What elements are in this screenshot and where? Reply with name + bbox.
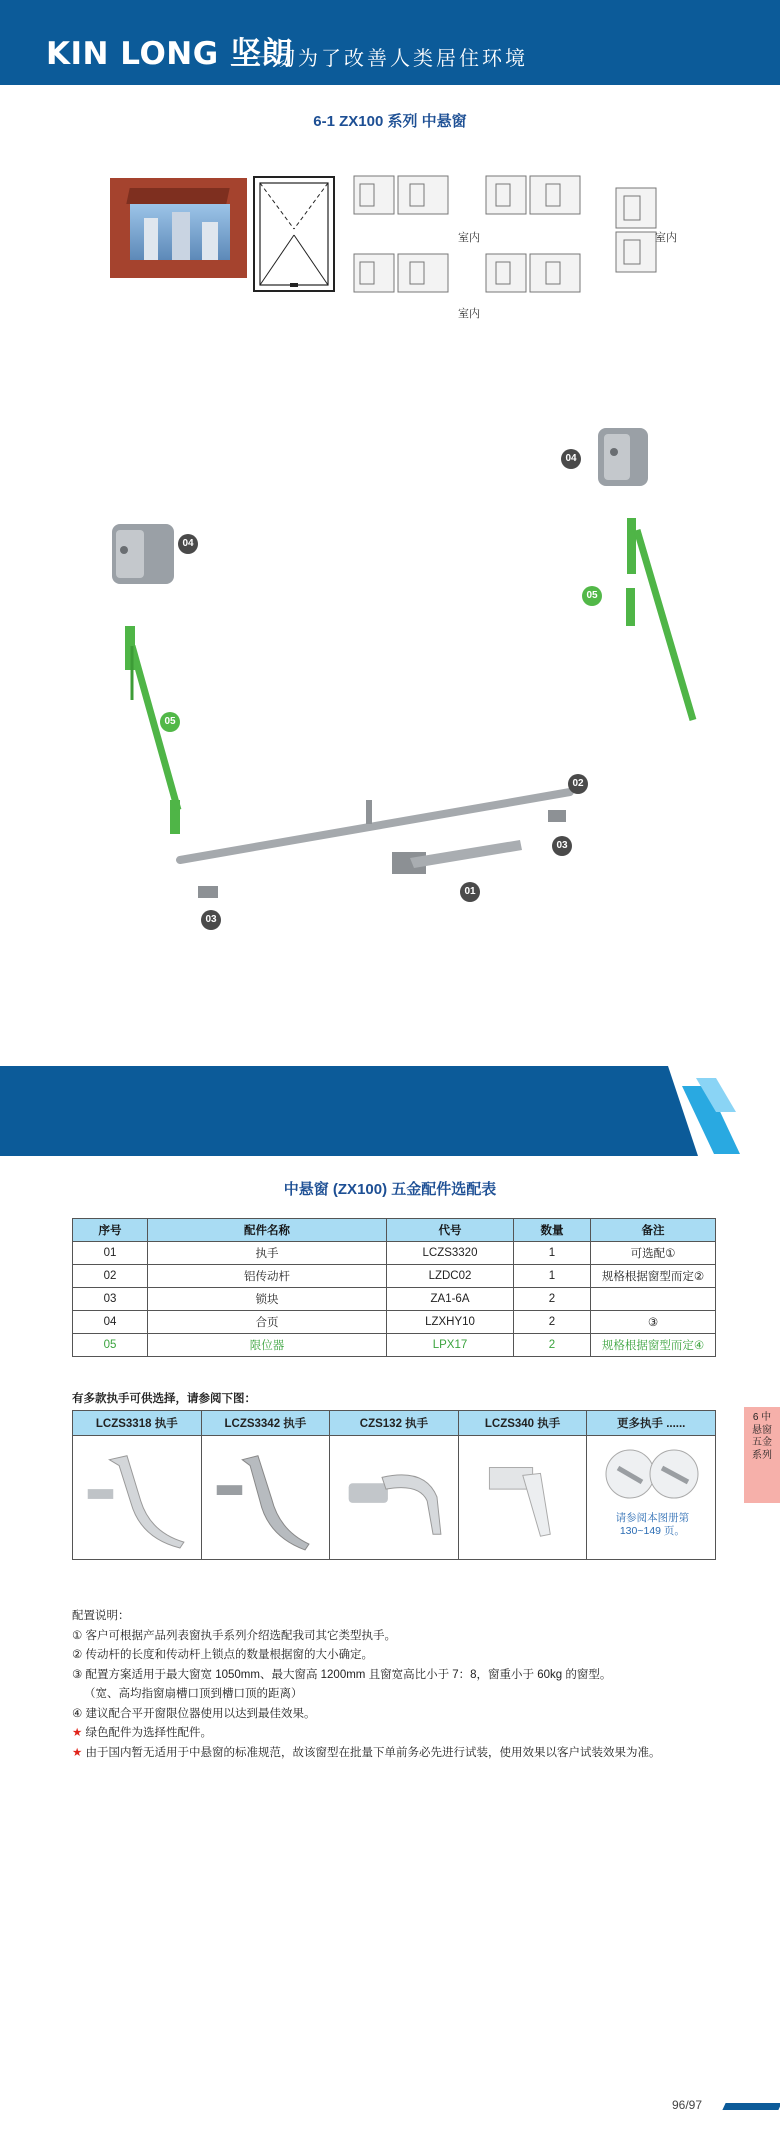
table-header: 数量: [514, 1219, 591, 1242]
indoor-label: 室内: [458, 308, 480, 320]
callout-03: 03: [201, 910, 221, 930]
lock-block: [548, 810, 566, 822]
handle: [392, 840, 522, 874]
notes-title: 配置说明：: [72, 1610, 130, 1622]
note-item: ④ 建议配合平开窗限位器使用以达到最佳效果。: [72, 1707, 316, 1720]
note-star-item: ★ 由于国内暂无适用于中悬窗的标准规范，故该窗型在批量下单前务必先进行试装，使用效果以客户试装效果为准。: [72, 1746, 661, 1759]
handle-images-row: [73, 1436, 716, 1560]
table-title: 中悬窗 (ZX100) 五金配件选配表: [283, 1181, 497, 1198]
handle-header: LCZS3318 执手: [73, 1411, 202, 1436]
table-header-row: [73, 1411, 716, 1436]
parts-table: [72, 1218, 716, 1357]
handle-catalog-thumbnails: [602, 1448, 702, 1500]
hinge-right: [598, 428, 648, 486]
table-header: 备注: [591, 1219, 716, 1242]
table-row: 02 铝传动杆 LZDC02 1 规格根据窗型而定②: [73, 1265, 716, 1288]
handle-image: [331, 1437, 457, 1553]
callout-04: 04: [178, 534, 198, 554]
note-star-item: ★ 绿色配件为选择性配件。: [72, 1727, 213, 1739]
callout-03: 03: [552, 836, 572, 856]
lock-block: [198, 886, 218, 898]
table-header: 配件名称: [148, 1219, 387, 1242]
handle-header: CZS132 执手: [330, 1411, 459, 1436]
note-item: ② 传动杆的长度和传动杆上锁点的数量根据窗的大小确定。: [72, 1649, 374, 1661]
handle-header: LCZS3342 执手: [201, 1411, 330, 1436]
note-item: ① 客户可根据产品列表窗执手系列介绍选配我司其它类型执手。: [72, 1629, 397, 1642]
hinge-left: [112, 524, 174, 584]
profile-sections: [350, 170, 670, 320]
table-row: 01 执手 LCZS3320 1 可选配①: [73, 1242, 716, 1265]
callout-01: 01: [460, 882, 480, 902]
limiter-right: [626, 518, 693, 720]
section-banner: [0, 1066, 780, 1162]
config-notes: [72, 1607, 661, 1763]
side-tab-label: 6 中悬窗五金系列: [752, 1412, 772, 1461]
table-row: 04 合页 LZXHY10 2 ③: [73, 1311, 716, 1334]
brand-logo: KIN LONG 坚朗: [46, 36, 293, 72]
brand-slogan: 一切为了改善人类居住环境: [252, 46, 528, 70]
handles-intro: 有多款执手可供选择，请参阅下图：: [72, 1393, 256, 1405]
handle-options-table: [72, 1410, 716, 1560]
table-row-optional: 05 限位器 LPX17 2 规格根据窗型而定④: [73, 1334, 716, 1357]
section-title: 6-1 ZX100 系列 中悬窗: [313, 113, 467, 130]
note-item: ③ 配置方案适用于最大窗宽 1050mm、最大窗高 1200mm 且窗宽高比小于 7：8，窗重小于 60kg 的窗型。: [72, 1668, 612, 1681]
callout-02: 02: [568, 774, 588, 794]
window-elevation-sketch: [252, 175, 336, 293]
page-number: 96/97: [672, 2098, 703, 2112]
handle-image: [460, 1437, 586, 1553]
table-header: 序号: [73, 1219, 148, 1242]
table-header-row: [73, 1219, 716, 1242]
callout-05: 05: [160, 712, 180, 732]
more-handles-note: 请参阅本图册第 130~149 页。: [615, 1511, 690, 1537]
hardware-exploded-diagram: [0, 400, 780, 960]
table-row: 03 锁块 ZA1-6A 2: [73, 1288, 716, 1311]
star-icon: ★: [72, 1746, 86, 1759]
page-number-bar: [722, 2103, 780, 2110]
window-photo: [110, 178, 247, 278]
indoor-label: 室内: [655, 232, 677, 244]
table-header: 代号: [387, 1219, 514, 1242]
handle-header: 更多执手 ......: [587, 1411, 716, 1436]
callout-04: 04: [561, 449, 581, 469]
callout-05: 05: [582, 586, 602, 606]
handle-image: [74, 1437, 200, 1553]
star-icon: ★: [72, 1727, 86, 1739]
more-handles-cell: [588, 1440, 714, 1556]
note-item: （宽、高均指窗扇槽口顶到槽口顶的距离）: [84, 1688, 303, 1700]
handle-header: LCZS340 执手: [458, 1411, 587, 1436]
indoor-label: 室内: [458, 232, 480, 244]
handle-image: [203, 1437, 329, 1553]
